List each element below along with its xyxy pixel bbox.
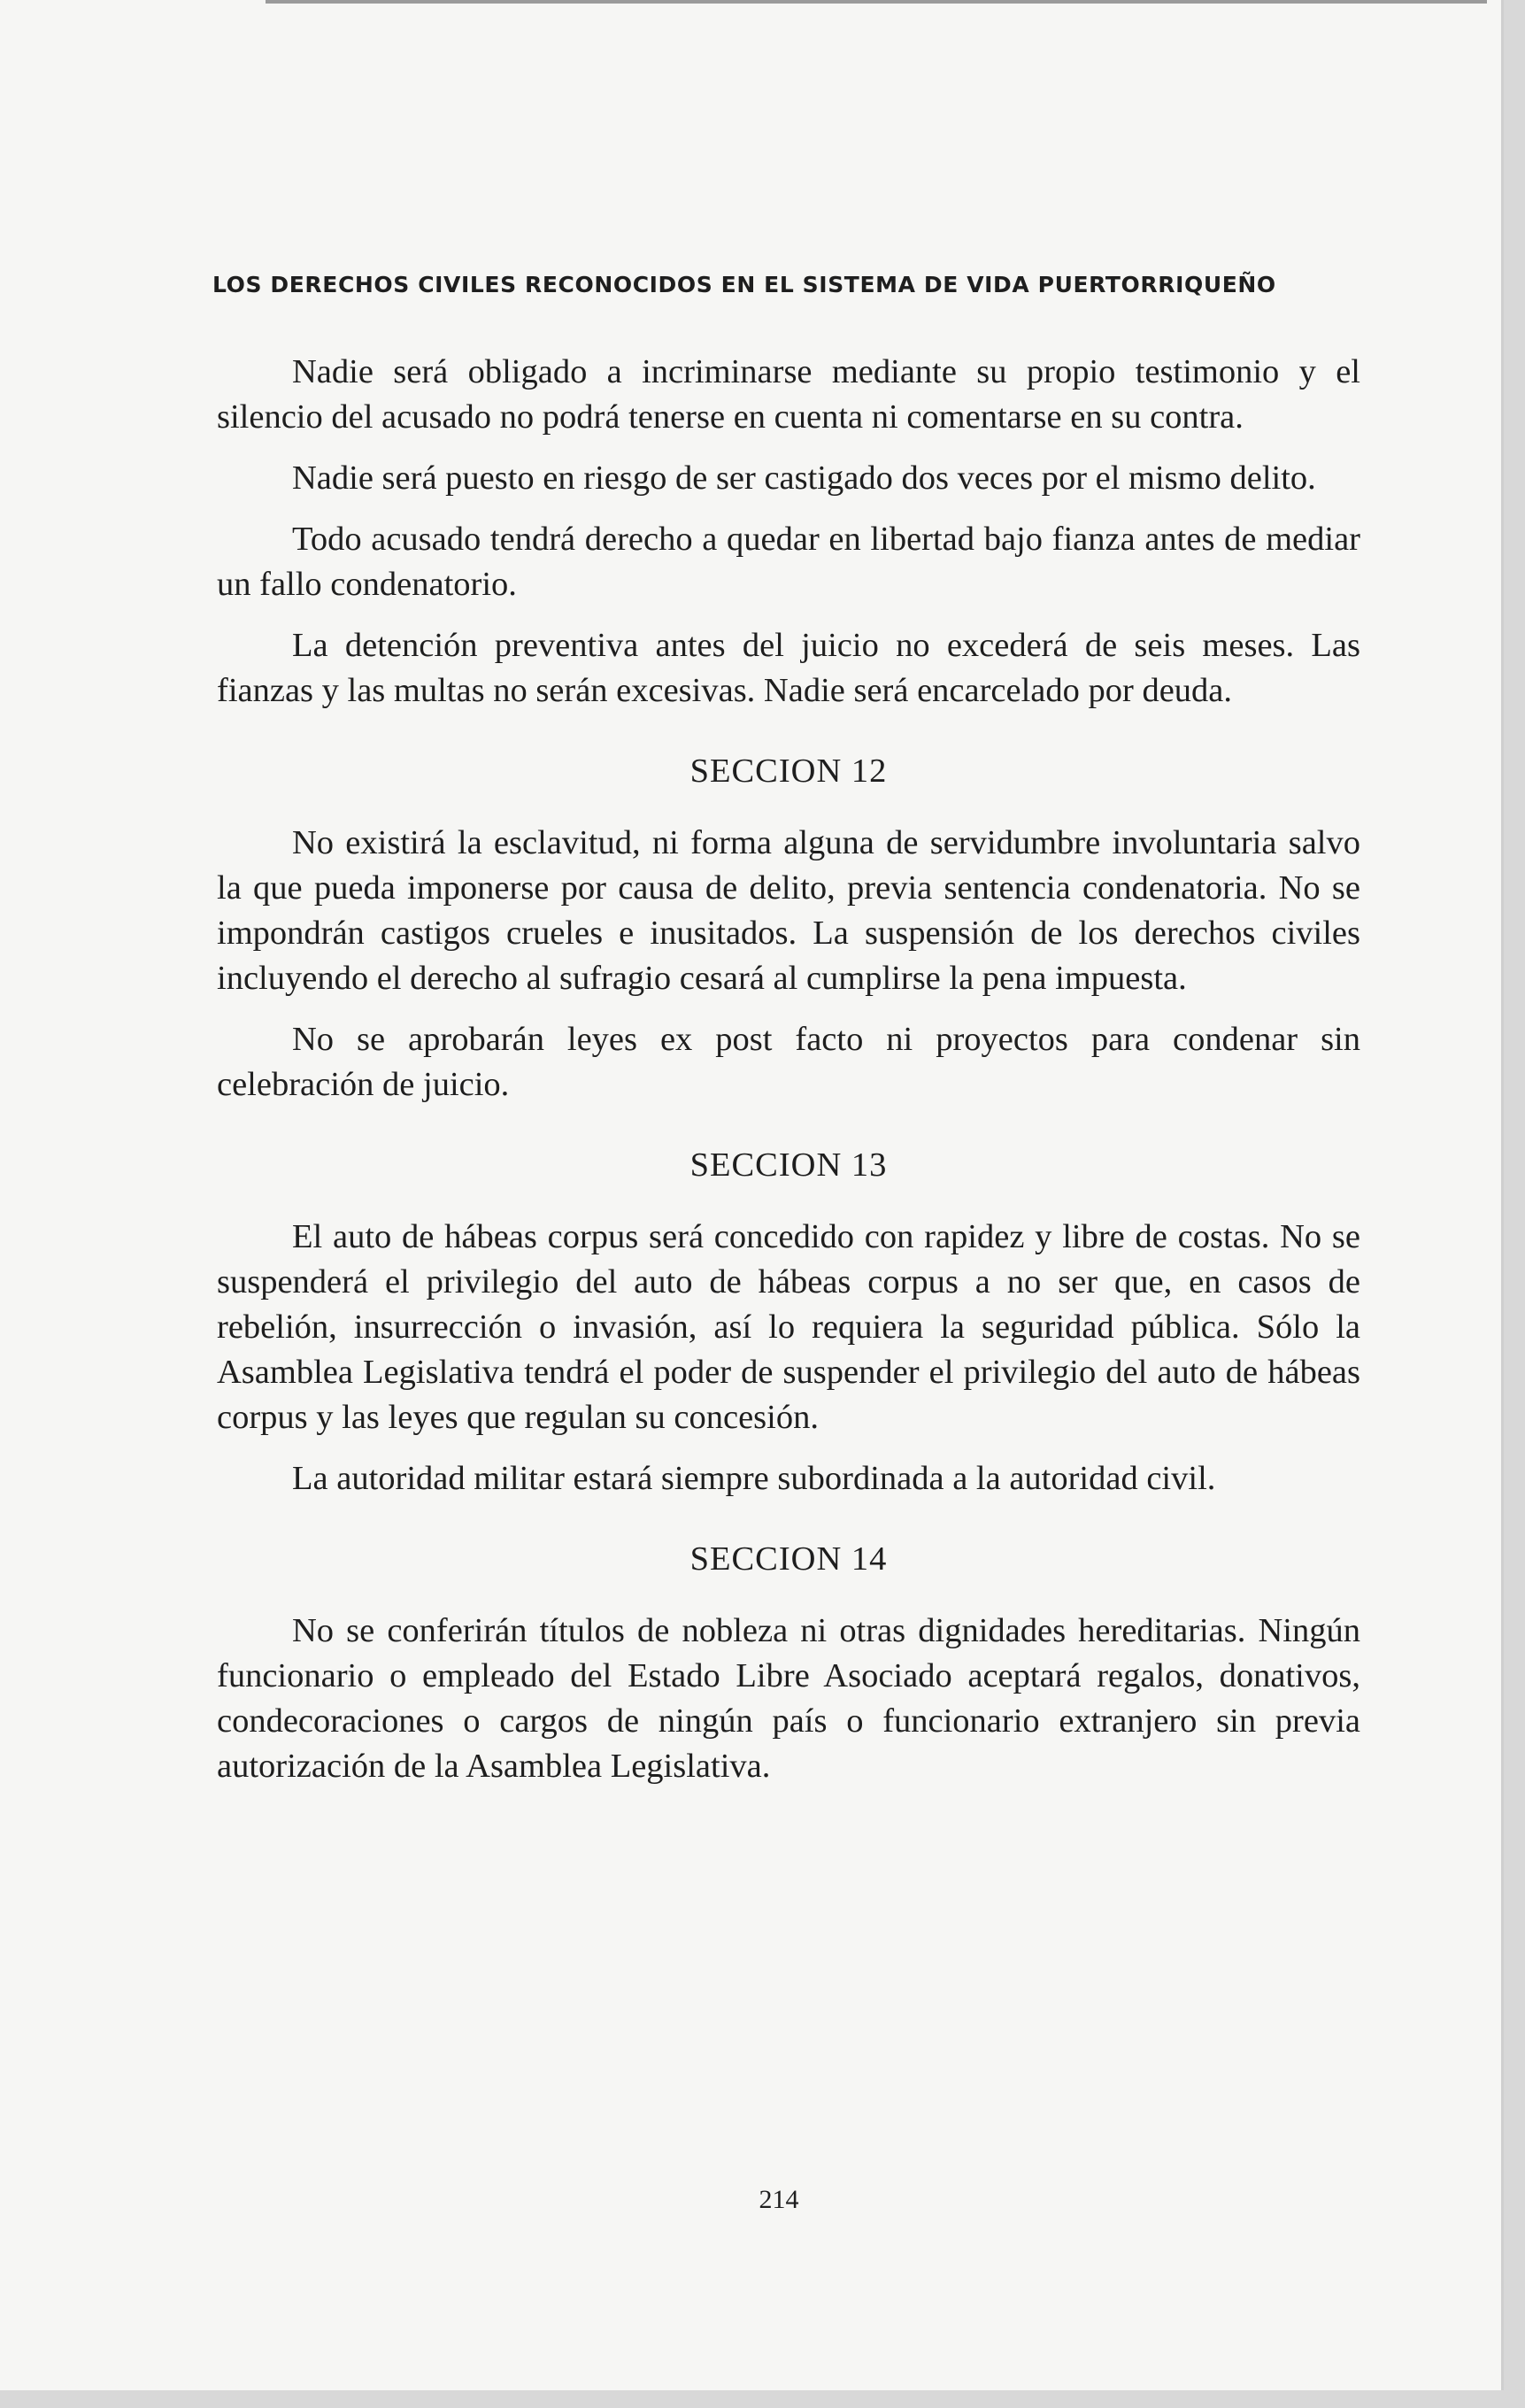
scan-edge-shadow — [266, 0, 1487, 4]
section-14-heading: SECCION 14 — [689, 1540, 888, 1578]
section-12-heading: SECCION 12 — [689, 752, 888, 790]
paragraph-self-incrimination: Nadie será obligado a incriminarse mediante su propio testimonio y el silencio del acusado no podrá tenerse en cuenta ni comentarse en su contra. — [217, 353, 1360, 436]
paragraph-slavery: No existirá la esclavitud, ni forma alguna de servidumbre involuntaria salvo la que pueda imponerse por causa de delito, previa sentencia condenatoria. No se impondrán castigos crueles e inusitados. La suspensión de los derechos civiles incluyendo el derecho al sufragio cesará al cumplirse la pena impuesta. — [217, 824, 1360, 997]
paragraph-nobility-titles: No se conferirán títulos de nobleza ni otras dignidades hereditarias. Ningún funcionario o empleado del Estado Libre Asociado aceptará regalos, donativos, condecoraciones o cargos de ningún país o funcionario extranjero sin previa autorización de la Asamblea Legislativa. — [217, 1612, 1360, 1785]
paragraph-double-jeopardy: Nadie será puesto en riesgo de ser castigado dos veces por el mismo delito. — [292, 459, 1316, 497]
paragraph-military-authority: La autoridad militar estará siempre subordinada a la autoridad civil. — [292, 1460, 1216, 1497]
running-header: LOS DERECHOS CIVILES RECONOCIDOS EN EL SISTEMA DE VIDA PUERTORRIQUEÑO — [212, 272, 1276, 297]
paragraph-habeas-corpus: El auto de hábeas corpus será concedido con rapidez y libre de costas. No se suspenderá el privilegio del auto de hábeas corpus a no ser que, en casos de rebelión, insurrección o invasión, así lo requiera la seguridad pública. Sólo la Asamblea Legislativa tendrá el poder de suspender el privilegio del auto de hábeas corpus y las leyes que regulan su concesión. — [217, 1218, 1360, 1436]
paragraph-bail: Todo acusado tendrá derecho a quedar en libertad bajo fianza antes de mediar un fallo condenatorio. — [217, 521, 1360, 603]
paragraph-preventive-detention: La detención preventiva antes del juicio no excederá de seis meses. Las fianzas y las multas no serán excesivas. Nadie será encarcelado por deuda. — [217, 627, 1360, 709]
page-number: 214 — [759, 2185, 799, 2214]
section-13-heading: SECCION 13 — [689, 1146, 888, 1184]
body-text — [217, 350, 1360, 1805]
paragraph-ex-post-facto: No se aprobarán leyes ex post facto ni proyectos para condenar sin celebración de juicio. — [217, 1021, 1360, 1103]
